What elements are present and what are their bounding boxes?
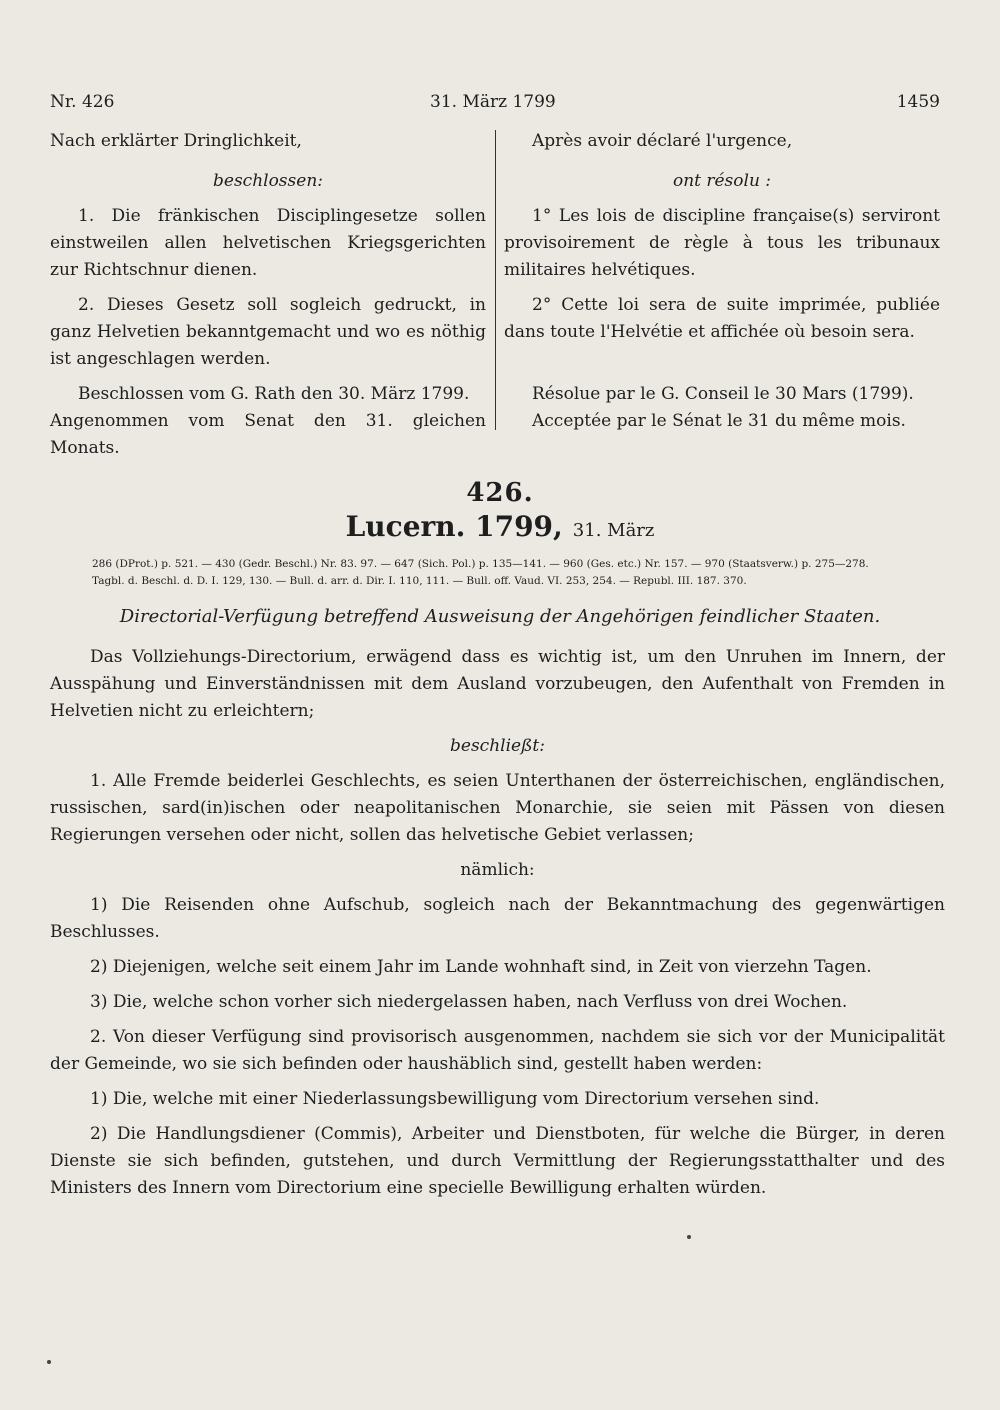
- document-date: 31. März: [572, 520, 655, 541]
- preamble: Das Vollziehungs-Directorium, erwägend dass es wichtig ist, um den Unruhen im Innern, der Ausspähung und Einverständnissen mit dem Ausland vorzubeugen, den Aufenthalt von Fremden in Helvetien nicht zu erleichtern;: [50, 647, 945, 721]
- references-line-2: Tagbl. d. Beschl. d. D. I. 129, 130. — Bull. d. arr. d. Dir. I. 110, 111. — Bull. off. Vaud. VI. 253, 254. — Republ. III. 187. 370.: [92, 575, 747, 587]
- document-body: [50, 644, 945, 1210]
- german-closing-2: Angenommen vom Senat den 31. gleichen Monats.: [50, 411, 486, 458]
- german-resolved: beschlossen:: [213, 171, 323, 191]
- french-closing-2: Acceptée par le Sénat le 31 du même mois.: [532, 411, 906, 431]
- french-item-1: 1° Les lois de discipline française(s) serviront provisoirement de règle à tous les tribunaux militaires helvétiques.: [504, 206, 940, 280]
- document-title: Directorial-Verfügung betreffend Ausweisung der Angehörigen feindlicher Staaten.: [119, 606, 881, 627]
- resolves-heading: beschließt:: [450, 736, 545, 756]
- german-intro: Nach erklärter Dringlichkeit,: [50, 131, 302, 151]
- french-closing-1: Résolue par le G. Conseil le 30 Mars (1799).: [532, 384, 914, 404]
- header-document-number: Nr. 426: [50, 92, 115, 112]
- article-1: 1. Alle Fremde beiderlei Geschlechts, es seien Unterthanen der österreichischen, engländischen, russischen, sard(in)ischen oder neapolitanischen Monarchie, sie seien mit Pässen von diesen Regierungen versehen oder nicht, sollen das helvetische Gebiet verlassen;: [50, 771, 945, 845]
- french-resolved: ont résolu :: [672, 171, 772, 191]
- german-item-1: 1. Die fränkischen Disciplingesetze sollen einstweilen allen helvetischen Kriegsgerichten zur Richtschnur dienen.: [50, 206, 486, 280]
- french-column: [504, 128, 940, 435]
- page-header: [50, 92, 940, 118]
- place-date-line: [0, 510, 1000, 543]
- ink-spot: [687, 1235, 691, 1239]
- german-closing-1: Beschlossen vom G. Rath den 30. März 1799.: [78, 384, 470, 404]
- ink-spot: [47, 1360, 51, 1364]
- references-line-1: 286 (DProt.) p. 521. — 430 (Gedr. Beschl.) Nr. 83. 97. — 647 (Sich. Pol.) p. 135—141. — 960 (Ges. etc.) Nr. 157. — 970 (Staatsverw.) p. 275—278.: [92, 558, 869, 570]
- french-intro: Après avoir déclaré l'urgence,: [532, 131, 793, 151]
- french-item-2: 2° Cette loi sera de suite imprimée, publiée dans toute l'Helvétie et affichée où besoin sera.: [504, 295, 940, 342]
- sub-clause-2: 2) Diejenigen, welche seit einem Jahr im Lande wohnhaft sind, in Zeit von vierzehn Tagen.: [90, 957, 872, 977]
- header-date: 31. März 1799: [430, 92, 556, 112]
- namely-heading: nämlich:: [460, 860, 535, 880]
- german-item-2: 2. Dieses Gesetz soll sogleich gedruckt, in ganz Helvetien bekanntgemacht und wo es nöthig ist angeschlagen werden.: [50, 295, 486, 369]
- exception-2: 2) Die Handlungsdiener (Commis), Arbeiter und Dienstboten, für welche die Bürger, in deren Dienste sie sich befinden, gutstehen, und durch Vermittlung der Regierungsstatthalter und des Ministers des Innern vom Directorium eine specielle Bewilligung erhalten würden.: [50, 1124, 945, 1198]
- column-divider: [495, 130, 496, 430]
- place-year: Lucern. 1799,: [345, 510, 563, 543]
- source-references: [92, 556, 952, 590]
- sub-clause-3: 3) Die, welche schon vorher sich niedergelassen haben, nach Verfluss von drei Wochen.: [90, 992, 848, 1012]
- sub-clause-1: 1) Die Reisenden ohne Aufschub, sogleich nach der Bekanntmachung des gegenwärtigen Beschlusses.: [50, 895, 945, 942]
- exception-1: 1) Die, welche mit einer Niederlassungsbewilligung vom Directorium versehen sind.: [90, 1089, 820, 1109]
- document-number: 426.: [466, 478, 534, 508]
- article-2: 2. Von dieser Verfügung sind provisorisch ausgenommen, nachdem sie sich vor der Municipalität der Gemeinde, wo sie sich befinden oder haushäblich sind, gestellt haben werden:: [50, 1027, 945, 1074]
- header-page-number: 1459: [896, 92, 940, 112]
- german-column: [50, 128, 486, 462]
